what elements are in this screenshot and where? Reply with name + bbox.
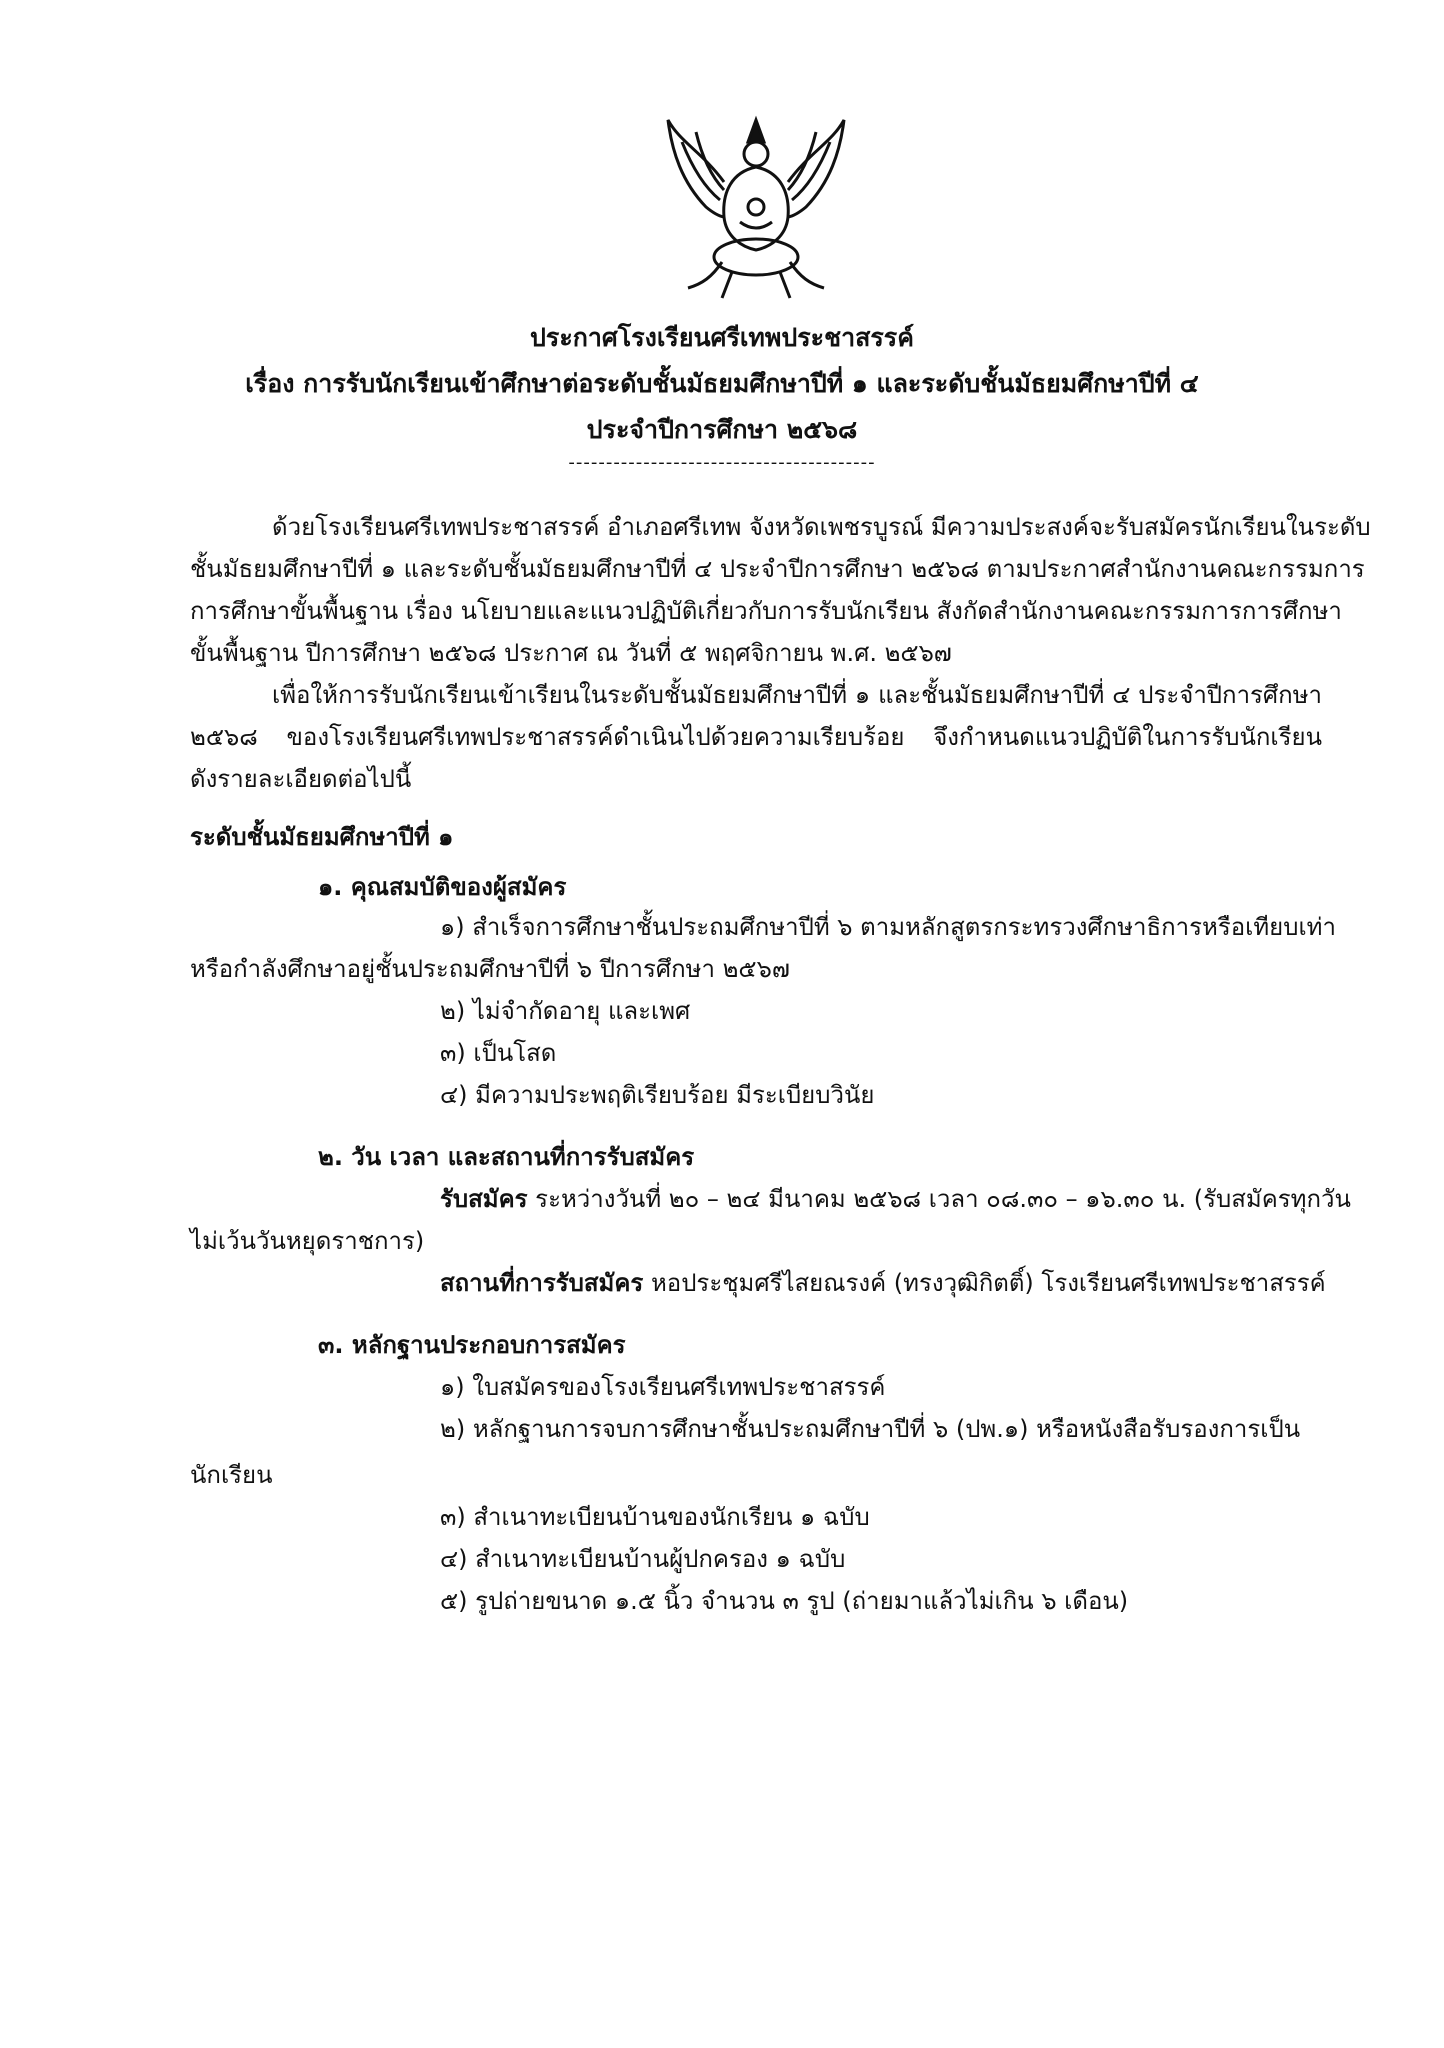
intro-p2-line-1: เพื่อให้การรับนักเรียนเข้าเรียนในระดับชั้นมัธยมศึกษาปีที่ ๑ และชั้นมัธยมศึกษาปีที่ ๔ ประจำปีการศึกษา	[272, 681, 1322, 709]
level1-heading: ระดับชั้นมัธยมศึกษาปีที่ ๑	[190, 823, 454, 851]
s2-registration-line	[440, 1184, 1351, 1214]
s1-item-3: ๓) เป็นโสด	[440, 1039, 557, 1067]
s1-item-2: ๒) ไม่จำกัดอายุ และเพศ	[440, 997, 691, 1025]
place-text: หอประชุมศรีไสยณรงค์ (ทรงวุฒิกิตติ์) โรงเรียนศรีเทพประชาสรรค์	[643, 1269, 1326, 1297]
intro-p1-line-1: ด้วยโรงเรียนศรีเทพประชาสรรค์ อำเภอศรีเทพ จังหวัดเพชรบูรณ์ มีความประสงค์จะรับสมัครนักเรียนในระดับ	[272, 513, 1371, 541]
s3-item-1: ๑) ใบสมัครของโรงเรียนศรีเทพประชาสรรค์	[440, 1373, 886, 1401]
section-2-heading: ๒. วัน เวลา และสถานที่การรับสมัคร	[318, 1143, 695, 1171]
intro-p1-line-4: ขั้นพื้นฐาน ปีการศึกษา ๒๕๖๘ ประกาศ ณ วันที่ ๕ พฤศจิกายน พ.ศ. ๒๕๖๗	[190, 639, 952, 667]
intro-p1-line-2: ชั้นมัธยมศึกษาปีที่ ๑ และระดับชั้นมัธยมศึกษาปีที่ ๔ ประจำปีการศึกษา ๒๕๖๘ ตามประกาศสำนักงานคณะกรรมการ	[190, 555, 1365, 583]
title-line-3: ประจำปีการศึกษา ๒๕๖๘	[586, 415, 858, 444]
s1-item-1-line-2: หรือกำลังศึกษาอยู่ชั้นประถมศึกษาปีที่ ๖ ปีการศึกษา ๒๕๖๗	[190, 955, 790, 983]
s2-registration-line-2: ไม่เว้นวันหยุดราชการ)	[190, 1227, 425, 1255]
s1-item-4: ๔) มีความประพฤติเรียบร้อย มีระเบียบวินัย	[440, 1081, 875, 1109]
s3-item-5: ๕) รูปถ่ายขนาด ๑.๕ นิ้ว จำนวน ๓ รูป (ถ่ายมาแล้วไม่เกิน ๖ เดือน)	[440, 1587, 1129, 1615]
section-1-heading: ๑. คุณสมบัติของผู้สมัคร	[318, 873, 567, 901]
registration-text: ระหว่างวันที่ ๒๐ – ๒๔ มีนาคม ๒๕๖๘ เวลา ๐๘.๓๐ – ๑๖.๓๐ น. (รับสมัครทุกวัน	[527, 1185, 1351, 1213]
s1-item-1-line-1: ๑) สำเร็จการศึกษาชั้นประถมศึกษาปีที่ ๖ ตามหลักสูตรกระทรวงศึกษาธิการหรือเทียบเท่า	[440, 913, 1336, 941]
intro-p1-line-3: การศึกษาขั้นพื้นฐาน เรื่อง นโยบายและแนวปฏิบัติเกี่ยวกับการรับนักเรียน สังกัดสำนักงานคณะกรรมการการศึกษา	[190, 597, 1342, 625]
intro-p2-line-3: ดังรายละเอียดต่อไปนี้	[190, 765, 412, 793]
registration-label: รับสมัคร	[440, 1185, 528, 1213]
title-line-2: เรื่อง การรับนักเรียนเข้าศึกษาต่อระดับชั้นมัธยมศึกษาปีที่ ๑ และระดับชั้นมัธยมศึกษาปีที่ ๔	[245, 369, 1199, 398]
section-3-heading: ๓. หลักฐานประกอบการสมัคร	[318, 1331, 626, 1359]
garuda-emblem-icon	[662, 112, 850, 302]
intro-p2-line-2: ๒๕๖๘ ของโรงเรียนศรีเทพประชาสรรค์ดำเนินไปด้วยความเรียบร้อย จึงกำหนดแนวปฏิบัติในการรับนักเรียน	[190, 723, 1322, 751]
s3-item-3: ๓) สำเนาทะเบียนบ้านของนักเรียน ๑ ฉบับ	[440, 1503, 870, 1531]
s3-item-2-line-2: นักเรียน	[190, 1461, 273, 1489]
title-divider: -----------------------------------------	[568, 452, 876, 473]
place-label: สถานที่การรับสมัคร	[440, 1269, 644, 1297]
title-line-1: ประกาศโรงเรียนศรีเทพประชาสรรค์	[530, 323, 914, 352]
s2-place-line	[440, 1268, 1326, 1298]
s3-item-4: ๔) สำเนาทะเบียนบ้านผู้ปกครอง ๑ ฉบับ	[440, 1545, 846, 1573]
s3-item-2-line-1: ๒) หลักฐานการจบการศึกษาชั้นประถมศึกษาปีที่ ๖ (ปพ.๑) หรือหนังสือรับรองการเป็น	[440, 1415, 1301, 1443]
